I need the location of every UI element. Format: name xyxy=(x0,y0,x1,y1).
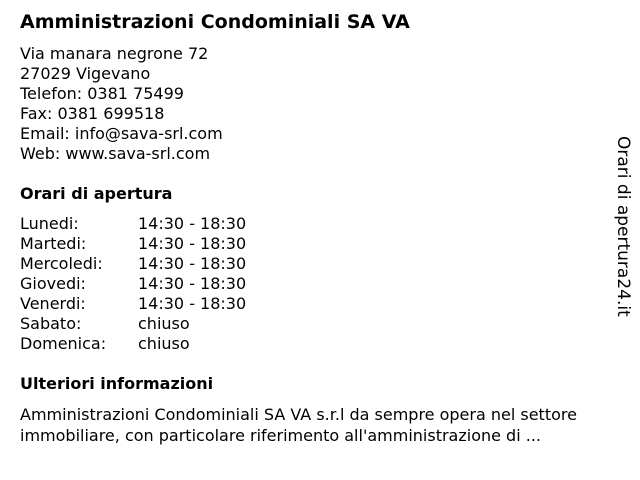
hours-row-thursday xyxy=(20,274,246,294)
address-line: Via manara negrone 72 xyxy=(20,44,209,63)
day-label: Sabato: xyxy=(20,314,82,333)
contact-block xyxy=(20,44,223,164)
hours-value: 14:30 - 18:30 xyxy=(138,234,247,253)
day-label: Lunedi: xyxy=(20,214,79,233)
hours-row-tuesday xyxy=(20,234,246,254)
hours-row-friday xyxy=(20,294,246,314)
hours-value: 14:30 - 18:30 xyxy=(138,214,247,233)
day-label: Domenica: xyxy=(20,334,107,353)
hours-value: 14:30 - 18:30 xyxy=(138,274,247,293)
further-info-heading: Ulteriori informazioni xyxy=(20,374,214,393)
opening-hours-heading: Orari di apertura xyxy=(20,184,173,203)
watermark-text: Orari di apertura24.it xyxy=(613,136,633,317)
day-label: Mercoledi: xyxy=(20,254,103,273)
hours-value: 14:30 - 18:30 xyxy=(138,294,247,313)
email-line: Email: info@sava-srl.com xyxy=(20,124,223,143)
day-label: Martedi: xyxy=(20,234,87,253)
fax-line: Fax: 0381 699518 xyxy=(20,104,165,123)
phone-line: Telefon: 0381 75499 xyxy=(20,84,184,103)
hours-value: chiuso xyxy=(138,334,190,353)
hours-value: 14:30 - 18:30 xyxy=(138,254,247,273)
hours-value: chiuso xyxy=(138,314,190,333)
opening-hours-table xyxy=(20,214,246,354)
page-title: Amministrazioni Condominiali SA VA xyxy=(20,11,410,33)
description-text: Amministrazioni Condominiali SA VA s.r.l da sempre opera nel settore immobiliare, con particolare riferimento all'amministrazione di ... xyxy=(20,405,577,445)
hours-row-wednesday xyxy=(20,254,246,274)
day-label: Venerdi: xyxy=(20,294,86,313)
day-label: Giovedi: xyxy=(20,274,86,293)
hours-row-saturday xyxy=(20,314,246,334)
city-line: 27029 Vigevano xyxy=(20,64,151,83)
web-line: Web: www.sava-srl.com xyxy=(20,144,211,163)
hours-row-monday xyxy=(20,214,246,234)
hours-row-sunday xyxy=(20,334,246,354)
